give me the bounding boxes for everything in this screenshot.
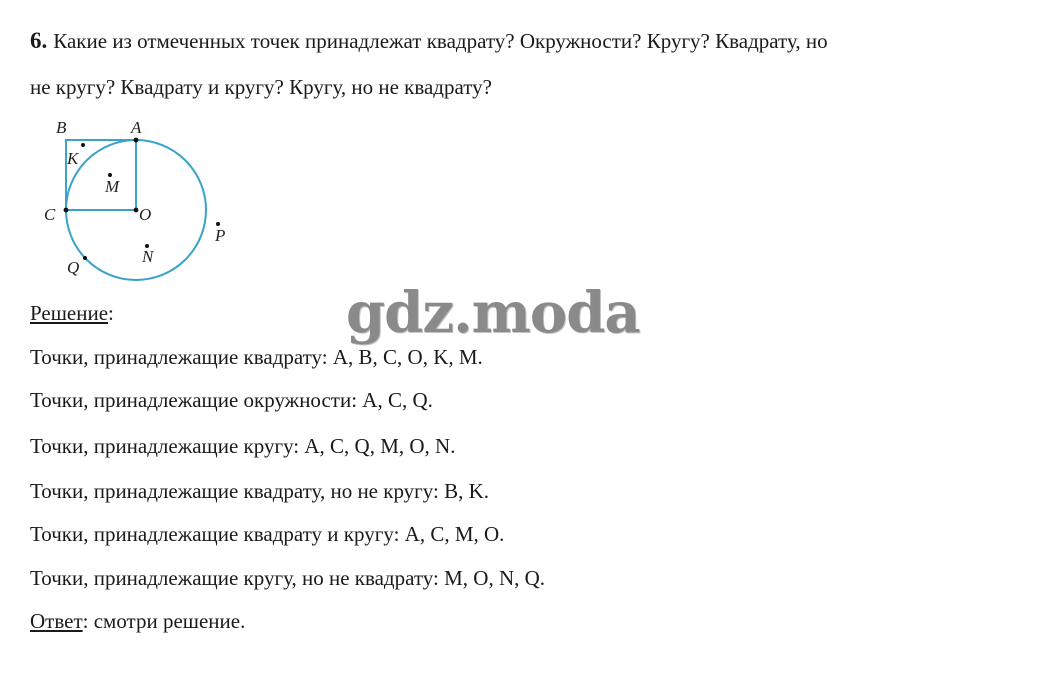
label-a: A: [131, 118, 142, 137]
solution-line-6: Точки, принадлежащие кругу, но не квадрату: M, O, N, Q.: [30, 566, 546, 590]
label-p: P: [215, 226, 226, 245]
solution-heading: [30, 300, 114, 326]
label-o: O: [139, 205, 152, 224]
solution-line-2: Точки, принадлежащие окружности: A, C, Q.: [30, 388, 433, 412]
label-k: K: [67, 149, 79, 168]
solution-line-5: Точки, принадлежащие квадрату и кругу: A, C, M, O.: [30, 522, 505, 546]
solution-line-3: Точки, принадлежащие кругу: A, C, Q, M, O, N.: [30, 434, 456, 458]
geometry-figure: [30, 112, 260, 287]
answer-text: : смотри решение.: [82, 609, 246, 633]
label-n: N: [142, 247, 154, 266]
label-b: B: [56, 118, 67, 137]
label-q: Q: [67, 258, 80, 277]
label-m: M: [105, 177, 120, 196]
solution-line-4: Точки, принадлежащие квадрату, но не кругу: B, K.: [30, 479, 490, 503]
question-text-1: Какие из отмеченных точек принадлежат квадрату? Окружности? Кругу? Квадрату, но: [53, 29, 828, 53]
solution-heading-suffix: :: [108, 301, 114, 325]
solution-line-1: Точки, принадлежащие квадрату: A, B, C, O, K, M.: [30, 345, 483, 369]
answer-label: Ответ: [30, 609, 83, 633]
label-c: C: [44, 205, 56, 224]
solution-heading-label: Решение: [30, 301, 109, 325]
watermark-logo: gdz.moda: [346, 280, 640, 346]
question-line-2: не кругу? Квадрату и кругу? Кругу, но не квадрату?: [30, 75, 492, 99]
point-o: [134, 208, 139, 213]
point-k: [81, 143, 85, 147]
answer-line: [30, 608, 245, 634]
point-a: [134, 138, 139, 143]
question-line-1: [30, 28, 828, 54]
point-q: [83, 256, 87, 260]
task-number: 6.: [30, 28, 48, 53]
point-c: [64, 208, 69, 213]
